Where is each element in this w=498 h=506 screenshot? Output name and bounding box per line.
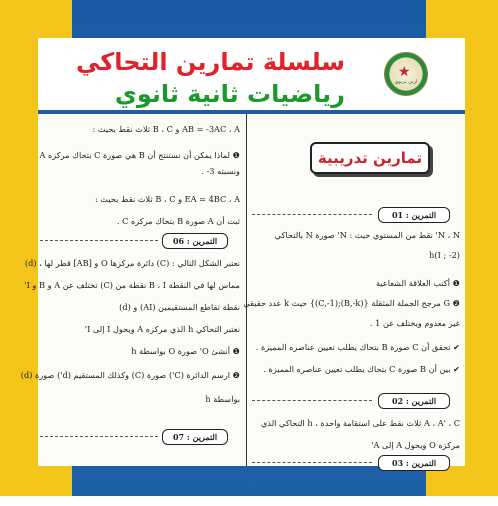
section-title-box xyxy=(310,142,430,174)
exercise-03-label: التمرين : 03 xyxy=(378,455,450,471)
separator-line xyxy=(252,400,372,402)
section-title: تمارين تدريبية xyxy=(317,149,423,167)
separator-line xyxy=(252,462,372,464)
text-line: ❷ ارسم الدائرة (C') صورة (C) وكذلك المستقيم (d') صورة (d) xyxy=(20,370,240,380)
column-divider xyxy=(246,114,247,466)
text-line: غير معدوم ويختلف عن 1 . xyxy=(369,318,460,328)
separator-line xyxy=(252,214,372,216)
text-line: AB = -3AC ، A و B ، C ثلاث نقط بحيث : xyxy=(92,124,240,134)
right-column xyxy=(243,114,462,468)
logo-caption: اربي تربوي xyxy=(394,79,418,85)
left-column xyxy=(20,114,244,466)
separator-line xyxy=(40,436,158,438)
logo-star-icon: ★ xyxy=(398,64,411,80)
separator-line xyxy=(40,240,158,242)
bottom-margin xyxy=(0,496,498,506)
text-line: h(I ; -2) xyxy=(429,250,460,260)
worksheet-title: سلسلة تمارين التحاكي xyxy=(75,48,345,76)
text-line: EA = 4BC ، A و B ، C ثلاث نقط بحيث : xyxy=(95,194,240,204)
text-line: مماس لها في النقطة B ، I نقطة من (C) تختلف عن A و B و I' xyxy=(24,280,240,290)
exercise-01-label: التمرين : 01 xyxy=(378,207,450,223)
text-line: ✔ بين أن B صورة C بتحاك يطلب تعيين عناصره المميزة . xyxy=(263,364,460,374)
text-line: ❷ G مرجح الجملة المثقلة {(B,-k);(C,-1)} حيث k عدد حقيقي xyxy=(243,298,460,308)
text-line: نقطة تقاطع المستقيمين (AI) و (d) xyxy=(119,302,240,312)
text-line: A ، A' ، C ثلاث نقط على استقامة واحدة ، h التحاكي الذي xyxy=(260,418,460,428)
document-page xyxy=(20,114,465,468)
exercise-06-label: التمرين : 06 xyxy=(162,233,228,249)
text-line: ونسبته 3- . xyxy=(201,166,240,176)
worksheet-header xyxy=(38,38,465,110)
worksheet-subtitle: رياضيات ثانية ثانوي xyxy=(114,80,345,108)
text-line: ✔ تحقق أن C صورة B بتحاك يطلب تعيين عناصره المميزة . xyxy=(255,342,460,352)
exercise-07-label: التمرين : 07 xyxy=(162,429,228,445)
worksheet-card xyxy=(20,38,465,468)
text-line: N ، N' نقط من المستوي حيث : N' صورة N بالتحاكي xyxy=(274,230,460,240)
text-line: مركزه O ويحول A إلى A' xyxy=(371,440,460,450)
exercise-02-label: التمرين : 02 xyxy=(378,393,450,409)
school-logo-icon xyxy=(384,52,428,96)
text-line: نعتبر الشكل التالي : (C) دائرة مركزها O و [AB] قطر لها ، (d) xyxy=(24,258,240,268)
text-line: ❶ أكتب العلاقة الشعاعية xyxy=(375,278,460,288)
text-line: ❶ لماذا يمكن أن نستنتج أن B هي صورة C بتحاك مركزه A xyxy=(39,150,240,160)
text-line: ثبت أن A صورة B بتحاك مركزه C . xyxy=(116,216,240,226)
text-line: نعتبر التحاكي h الذي مركزه A ويحول I إلى I' xyxy=(84,324,240,334)
text-line: ❶ أنشئ O' صورة O بواسطة h xyxy=(131,346,240,356)
text-line: بواسطة h xyxy=(205,394,240,404)
